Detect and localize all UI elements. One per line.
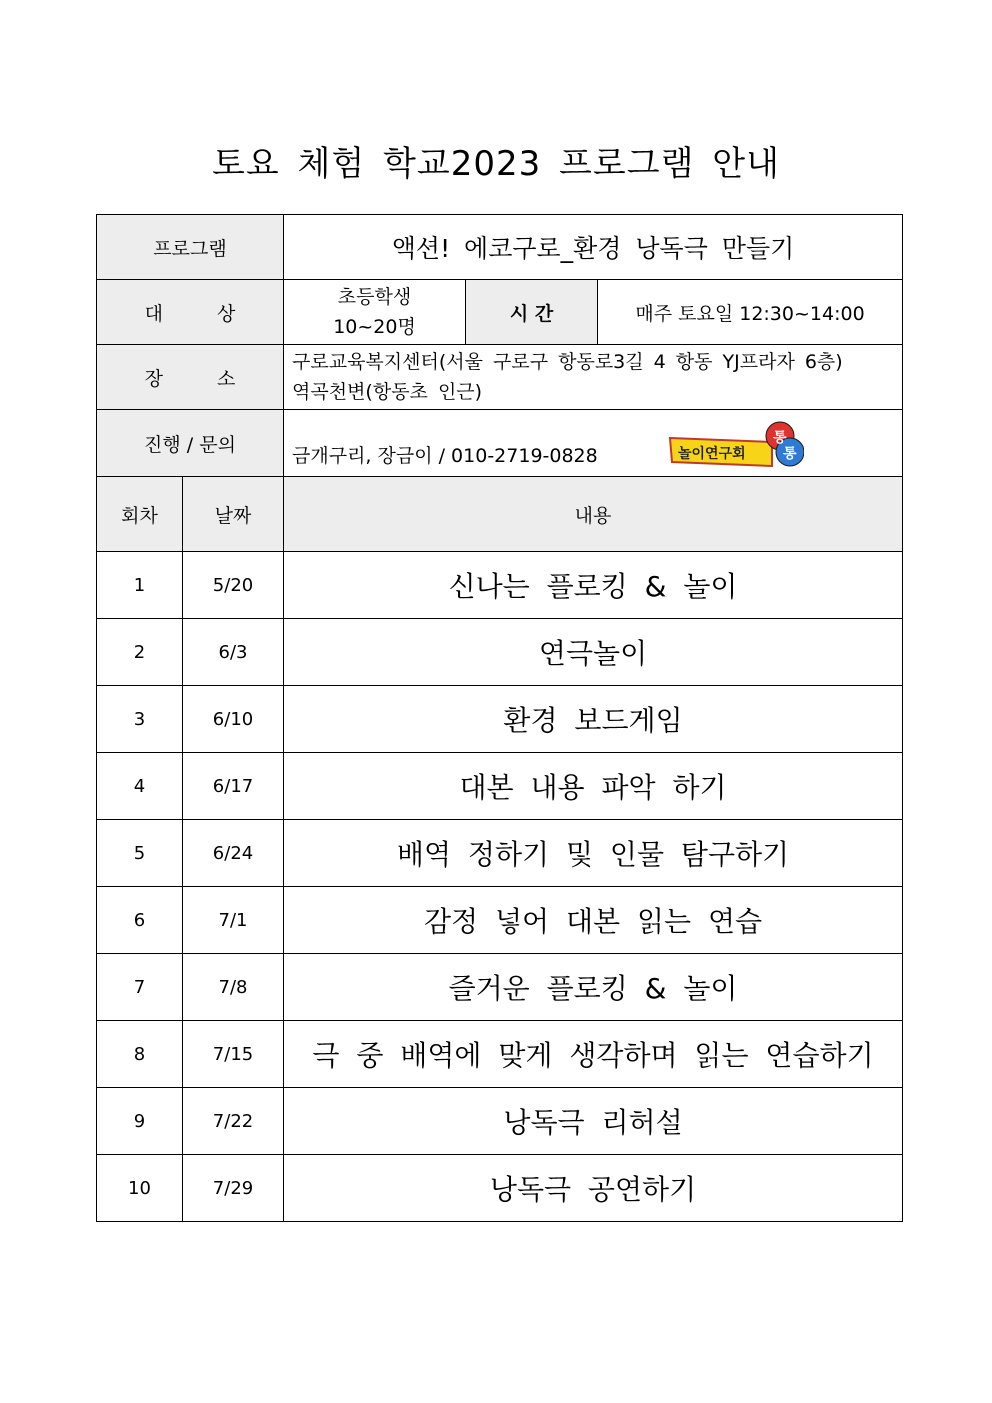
session-cell: 6 (97, 887, 183, 954)
date-cell: 6/3 (183, 619, 284, 686)
session-cell: 4 (97, 753, 183, 820)
target-label (97, 280, 284, 345)
session-cell: 7 (97, 954, 183, 1021)
schedule-header-row (97, 477, 903, 552)
table-row (97, 1088, 903, 1155)
time-label: 시 간 (466, 280, 598, 345)
date-cell: 6/17 (183, 753, 284, 820)
table-row (97, 1021, 903, 1088)
place-label (97, 345, 284, 410)
table-row (97, 686, 903, 753)
session-cell: 2 (97, 619, 183, 686)
header-content: 내용 (284, 477, 903, 552)
date-cell: 7/8 (183, 954, 284, 1021)
time-value: 매주 토요일 12:30~14:00 (598, 280, 903, 345)
session-cell: 9 (97, 1088, 183, 1155)
place-line2: 역곡천변(항동초 인근) (292, 381, 483, 403)
content-cell: 연극놀이 (284, 619, 903, 686)
logo-badge-2: 통 (783, 446, 797, 462)
place-value (284, 345, 903, 410)
content-cell: 신나는 플로킹 & 놀이 (284, 552, 903, 619)
target-label-text: 대 상 (144, 302, 236, 325)
target-line1: 초등학생 (337, 286, 412, 308)
page-title: 토요 체험 학교2023 프로그램 안내 (212, 144, 780, 184)
contact-row (97, 410, 903, 477)
program-value: 액션! 에코구로_환경 낭독극 만들기 (284, 215, 903, 280)
table-row (97, 552, 903, 619)
program-label: 프로그램 (97, 215, 284, 280)
session-cell: 3 (97, 686, 183, 753)
contact-text: 금개구리, 장금이 / 010-2719-0828 (292, 445, 598, 467)
content-cell: 감정 넣어 대본 읽는 연습 (284, 887, 903, 954)
header-session: 회차 (97, 477, 183, 552)
content-cell: 배역 정하기 및 인물 탐구하기 (284, 820, 903, 887)
table-row (97, 619, 903, 686)
session-cell: 8 (97, 1021, 183, 1088)
table-row (97, 887, 903, 954)
content-cell: 낭독극 공연하기 (284, 1155, 903, 1222)
session-cell: 10 (97, 1155, 183, 1222)
date-cell: 5/20 (183, 552, 284, 619)
place-line1: 구로교육복지센터(서울 구로구 항동로3길 4 항동 YJ프라자 6층) (292, 351, 843, 373)
target-value (284, 280, 466, 345)
content-cell: 즐거운 플로킹 & 놀이 (284, 954, 903, 1021)
logo (668, 416, 804, 468)
date-cell: 6/24 (183, 820, 284, 887)
date-cell: 7/1 (183, 887, 284, 954)
date-cell: 7/22 (183, 1088, 284, 1155)
table-row (97, 954, 903, 1021)
table-row (97, 820, 903, 887)
date-cell: 7/15 (183, 1021, 284, 1088)
logo-text: 놀이연구회 (678, 446, 746, 462)
date-cell: 6/10 (183, 686, 284, 753)
target-row (97, 280, 903, 345)
content-cell: 대본 내용 파악 하기 (284, 753, 903, 820)
target-line2: 10~20명 (333, 316, 416, 338)
content-cell: 극 중 배역에 맞게 생각하며 읽는 연습하기 (284, 1021, 903, 1088)
date-cell: 7/29 (183, 1155, 284, 1222)
place-label-text: 장 소 (144, 367, 236, 390)
logo-badge-1: 통 (773, 430, 787, 446)
place-row (97, 345, 903, 410)
session-cell: 5 (97, 820, 183, 887)
header-date: 날짜 (183, 477, 284, 552)
contact-value (284, 410, 903, 477)
session-cell: 1 (97, 552, 183, 619)
table-row (97, 753, 903, 820)
contact-label: 진행 / 문의 (97, 410, 284, 477)
table-row (97, 1155, 903, 1222)
program-table (96, 214, 903, 1222)
content-cell: 낭독극 리허설 (284, 1088, 903, 1155)
content-cell: 환경 보드게임 (284, 686, 903, 753)
program-row (97, 215, 903, 280)
